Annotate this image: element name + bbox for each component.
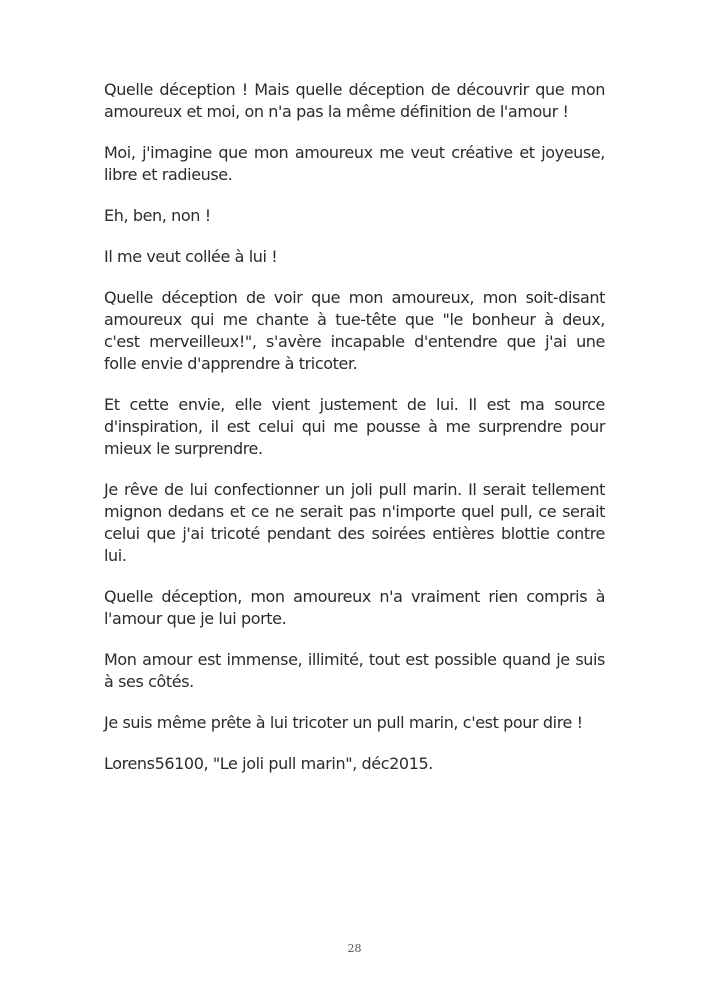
- paragraph-8: Quelle déception, mon amoureux n'a vraiment rien compris à l'amour que je lui porte.: [104, 587, 605, 628]
- page-number: 28: [347, 942, 362, 955]
- paragraph-1: Quelle déception ! Mais quelle déception de découvrir que mon amoureux et moi, on n'a pas la même définition de l'amour !: [104, 80, 605, 121]
- paragraph-4: Il me veut collée à lui !: [104, 247, 278, 266]
- paragraph-6: Et cette envie, elle vient justement de lui. Il est ma source d'inspiration, il est celui qui me pousse à me surprendre pour mieux le surprendre.: [104, 395, 605, 458]
- paragraph-10: Je suis même prête à lui tricoter un pull marin, c'est pour dire !: [104, 713, 583, 732]
- paragraph-7: Je rêve de lui confectionner un joli pull marin. Il serait tellement mignon dedans et ce ne serait pas n'importe quel pull, ce serait celui que j'ai tricoté pendant des soirées entières blottie contre lui.: [104, 480, 605, 565]
- paragraph-5: Quelle déception de voir que mon amoureux, mon soit-disant amoureux qui me chante à tue-tête que "le bonheur à deux, c'est merveilleux!", s'avère incapable d'entendre que j'ai une folle envie d'apprendre à tricoter.: [104, 288, 605, 373]
- body-text: [104, 79, 605, 794]
- paragraph-2: Moi, j'imagine que mon amoureux me veut créative et joyeuse, libre et radieuse.: [104, 143, 605, 184]
- citation-line: Lorens56100, "Le joli pull marin", déc2015.: [104, 754, 433, 773]
- paragraph-9: Mon amour est immense, illimité, tout est possible quand je suis à ses côtés.: [104, 650, 605, 691]
- paragraph-3: Eh, ben, non !: [104, 206, 211, 225]
